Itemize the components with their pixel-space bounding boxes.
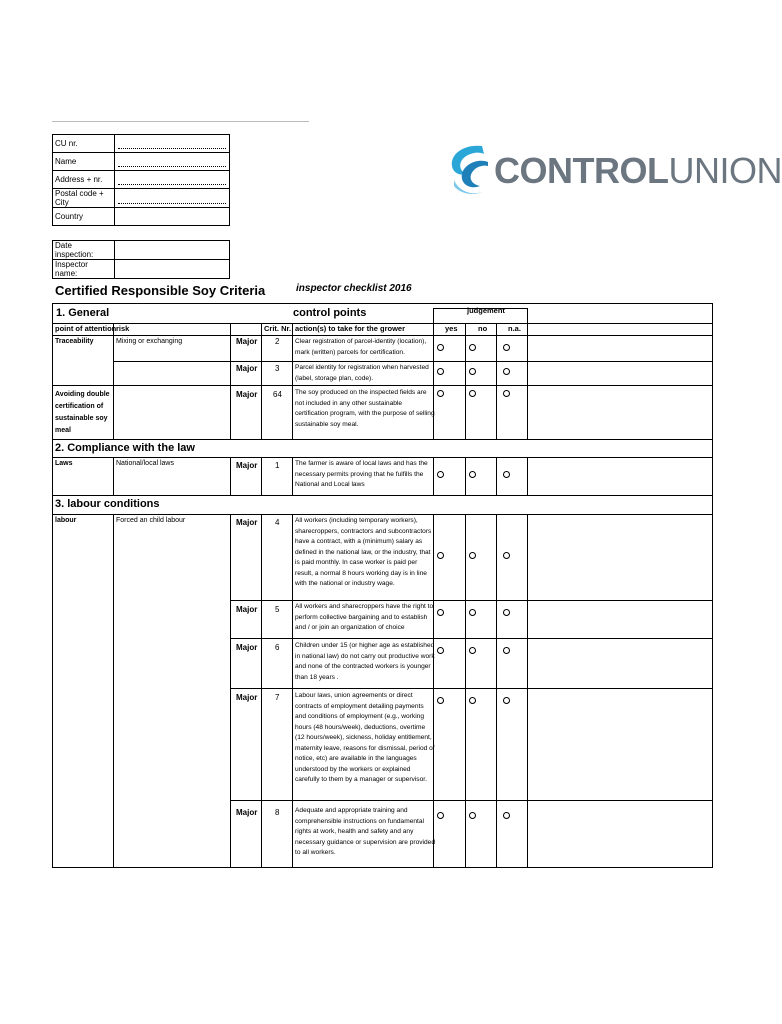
logo-bold-text: CONTROL — [494, 150, 669, 191]
judgement-na-radio[interactable] — [503, 368, 510, 375]
action-text: Parcel identity for registration when harvested (label, storage plan, code). — [295, 364, 429, 382]
judgement-no-radio[interactable] — [469, 390, 476, 397]
criterion-level: Major — [236, 643, 258, 652]
info-label: Address + nr. — [53, 171, 115, 189]
judgement-na-radio[interactable] — [503, 647, 510, 654]
info-value-field[interactable] — [115, 171, 230, 189]
risk-text: National/local laws — [116, 460, 174, 467]
judgement-na-radio[interactable] — [503, 697, 510, 704]
judgement-no-radio[interactable] — [469, 812, 476, 819]
inspection-date-field[interactable] — [115, 241, 230, 260]
risk-header: risk — [116, 324, 130, 333]
action-text: Clear registration of parcel-identity (location), mark (written) parcels for certification. — [295, 338, 427, 356]
top-rule — [52, 121, 309, 122]
action-text: The soy produced on the inspected fields are not included in any other sustainable certification program, with the purpose of selling sustainable soy meal. — [295, 389, 435, 428]
judgement-yes-radio[interactable] — [437, 812, 444, 819]
criterion-number: 7 — [275, 693, 280, 702]
judgement-yes-radio[interactable] — [437, 390, 444, 397]
action-header: action(s) to take for the grower — [295, 324, 406, 333]
logo-wordmark — [494, 150, 782, 192]
risk-text: Forced an child labour — [116, 517, 186, 524]
judgement-na-radio[interactable] — [503, 812, 510, 819]
crit-nr-header: Crit. Nr. — [264, 324, 292, 333]
judgement-na-radio[interactable] — [503, 471, 510, 478]
judgement-no-radio[interactable] — [469, 697, 476, 704]
point-of-attention: Laws — [55, 460, 73, 467]
judgement-yes-radio[interactable] — [437, 647, 444, 654]
inspection-label: Inspector name: — [53, 260, 115, 279]
no-header: no — [478, 324, 488, 333]
document-title: Certified Responsible Soy Criteria — [55, 283, 266, 298]
risk-text: Mixing or exchanging — [116, 338, 183, 345]
info-label: Country — [53, 208, 115, 226]
judgement-yes-radio[interactable] — [437, 552, 444, 559]
judgement-header: judgement — [467, 306, 505, 315]
section-title: 3. labour conditions — [55, 498, 160, 510]
criterion-level: Major — [236, 693, 258, 702]
info-value-field[interactable] — [115, 153, 230, 171]
point-of-attention: Avoiding double certification of sustainable soy meal — [55, 391, 110, 434]
na-header: n.a. — [508, 324, 521, 333]
action-text: All workers (including temporary workers), sharecroppers, contractors and subcontractors have a contract, with a (minimum) salary as defined in the national law, or the industry, that is paid monthly. In case worker is paid per result, a normal 8 hours working day is in line with the national or industry wage. — [295, 517, 432, 587]
judgement-yes-radio[interactable] — [437, 471, 444, 478]
criterion-level: Major — [236, 337, 258, 346]
info-value-field[interactable] — [115, 208, 230, 226]
judgement-no-radio[interactable] — [469, 609, 476, 616]
info-label: Name — [53, 153, 115, 171]
criterion-number: 1 — [275, 461, 280, 470]
grower-info-table — [52, 134, 230, 226]
action-text: Labour laws, union agreements or direct contracts of employment detailing payments and conditions of employment (e.g., working hours (48 hours/week), deductions, overtime (12 hours/week), sickness, holiday entitlement, maternity leave, reasons for dismissal, period of notice, etc) are available in the languages understood by the workers or explained carefully to them by a manager or supervisor. — [295, 692, 435, 783]
criterion-number: 6 — [275, 643, 280, 652]
action-text: Adequate and appropriate training and comprehensible instructions on fundamental rights at work, health and safety and any necessary guidance or supervision are provided to all workers. — [295, 807, 436, 856]
criterion-number: 64 — [273, 390, 282, 399]
document-subtitle: inspector checklist 2016 — [296, 283, 412, 294]
criterion-level: Major — [236, 364, 258, 373]
action-text: The farmer is aware of local laws and has the necessary permits proving that he fulfills the National and Local laws — [295, 460, 428, 488]
judgement-no-radio[interactable] — [469, 344, 476, 351]
action-text: All workers and sharecroppers have the right to perform collective bargaining and to establish and / or join an organization of choice — [295, 603, 434, 631]
yes-header: yes — [445, 324, 458, 333]
criterion-level: Major — [236, 605, 258, 614]
criterion-level: Major — [236, 518, 258, 527]
judgement-no-radio[interactable] — [469, 552, 476, 559]
judgement-no-radio[interactable] — [469, 471, 476, 478]
judgement-na-radio[interactable] — [503, 552, 510, 559]
criterion-level: Major — [236, 808, 258, 817]
judgement-na-radio[interactable] — [503, 609, 510, 616]
section-title: 2. Compliance with the law — [55, 442, 195, 454]
judgement-yes-radio[interactable] — [437, 697, 444, 704]
judgement-yes-radio[interactable] — [437, 609, 444, 616]
criterion-number: 2 — [275, 337, 280, 346]
section-title: 1. General — [56, 307, 110, 319]
info-label: CU nr. — [53, 135, 115, 153]
action-text: Children under 15 (or higher age as established in national law) do not carry out productive work and none of the contracted workers is younger than 18 years . — [295, 642, 435, 681]
criterion-number: 3 — [275, 364, 280, 373]
logo-light-text: UNION — [668, 150, 782, 191]
judgement-na-radio[interactable] — [503, 344, 510, 351]
criterion-level: Major — [236, 461, 258, 470]
info-value-field[interactable] — [115, 189, 230, 208]
inspector-name-field[interactable] — [115, 260, 230, 279]
info-label: Postal code + City — [53, 189, 115, 208]
control-points-header: control points — [293, 307, 367, 319]
point-of-attention-header: point of attention — [55, 324, 117, 333]
criterion-number: 4 — [275, 518, 280, 527]
inspection-table — [52, 240, 230, 279]
info-value-field[interactable] — [115, 135, 230, 153]
criterion-level: Major — [236, 390, 258, 399]
point-of-attention: labour — [55, 517, 77, 524]
judgement-no-radio[interactable] — [469, 647, 476, 654]
point-of-attention: Traceability — [55, 338, 94, 345]
checklist-grid — [52, 303, 713, 868]
inspection-label: Date inspection: — [53, 241, 115, 260]
controlunion-logo — [444, 140, 782, 200]
criterion-number: 5 — [275, 605, 280, 614]
judgement-yes-radio[interactable] — [437, 368, 444, 375]
judgement-no-radio[interactable] — [469, 368, 476, 375]
criterion-number: 8 — [275, 808, 280, 817]
logo-mark-icon — [444, 140, 492, 200]
judgement-yes-radio[interactable] — [437, 344, 444, 351]
judgement-na-radio[interactable] — [503, 390, 510, 397]
